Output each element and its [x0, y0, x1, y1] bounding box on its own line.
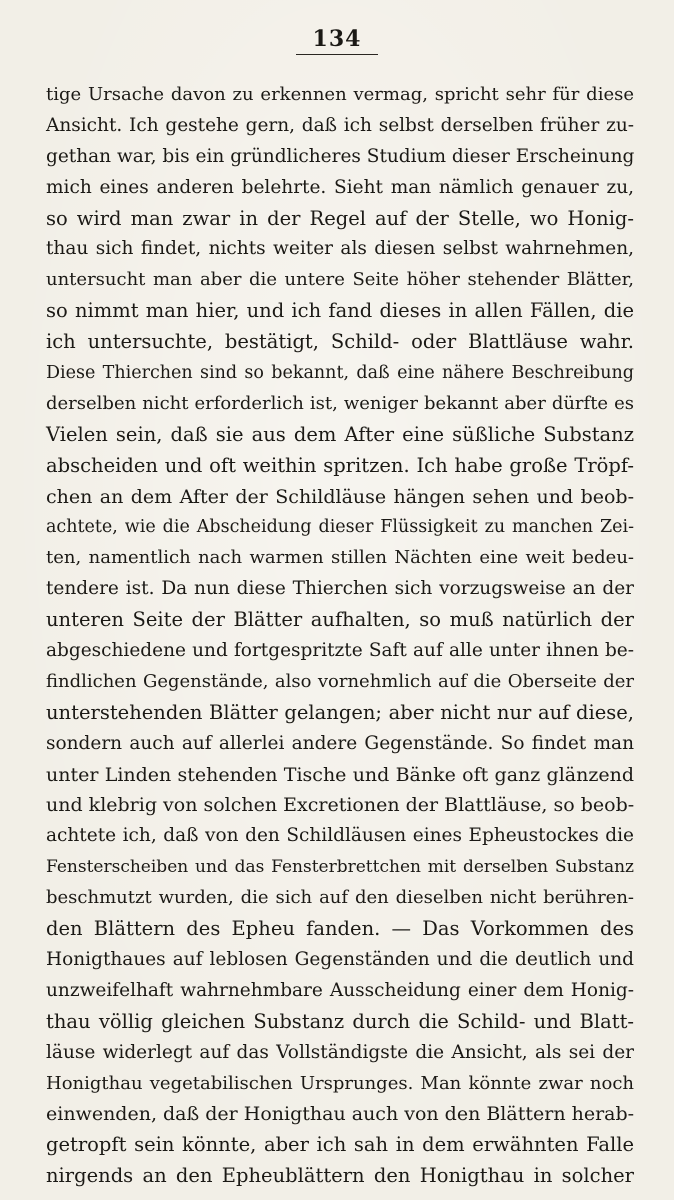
text-line: findlichen Gegenstände, also vornehmlich auf die Oberseite der	[46, 670, 634, 692]
text-line: chen an dem After der Schildläuse hängen sehen und beob-	[46, 485, 634, 508]
text-line: getropft sein könnte, aber ich sah in dem erwähnten Falle	[46, 1133, 634, 1157]
text-line: einwenden, daß der Honigthau auch von den Blättern herab-	[46, 1103, 635, 1126]
text-line: tige Ursache davon zu erkennen vermag, spricht sehr für diese	[46, 84, 634, 105]
text-line: abscheiden und oft weithin spritzen. Ich habe große Tröpf-	[46, 453, 634, 477]
text-line: thau sich findet, nichts weiter als diesen selbst wahrnehmen,	[46, 238, 634, 260]
body-text	[46, 80, 634, 1192]
text-line: ten, namentlich nach warmen stillen Nächten eine weit bedeu-	[46, 547, 634, 569]
text-line: derselben nicht erforderlich ist, weniger bekannt aber dürfte es	[46, 392, 634, 414]
text-line: unter Linden stehenden Tische und Bänke oft ganz glänzend	[46, 763, 634, 786]
text-line: tendere ist. Da nun diese Thierchen sich vorzugsweise an der	[46, 578, 634, 600]
text-line: sondern auch auf allerlei andere Gegenstände. So findet man	[46, 732, 634, 754]
page-number: 134	[312, 26, 362, 52]
text-line: so wird man zwar in der Regel auf der Stelle, wo Honig-	[46, 206, 634, 230]
text-line: thau völlig gleichen Substanz durch die Schild- und Blatt-	[46, 1009, 634, 1033]
text-line: achtete ich, daß von den Schildläusen eines Epheustockes die	[46, 825, 634, 847]
text-line: untersucht man aber die untere Seite höher stehender Blätter,	[46, 269, 634, 291]
text-line: und klebrig von solchen Excretionen der Blattläuse, so beob-	[46, 794, 635, 817]
text-line: Fensterscheiben und das Fensterbrettchen mit derselben Substanz	[46, 857, 634, 878]
text-line: unzweifelhaft wahrnehmbare Ausscheidung einer dem Honig-	[46, 979, 634, 1001]
text-line: mich eines anderen belehrte. Sieht man nämlich genauer zu,	[46, 176, 634, 198]
text-line: abgeschiedene und fortgespritzte Saft auf alle unter ihnen be-	[46, 640, 634, 662]
text-line: unterstehenden Blätter gelangen; aber nicht nur auf diese,	[46, 700, 634, 724]
page-number-rule	[296, 54, 378, 55]
text-line: unteren Seite der Blätter aufhalten, so muß natürlich der	[46, 608, 634, 632]
text-line: Vielen sein, daß sie aus dem After eine süßliche Substanz	[46, 422, 634, 446]
text-line: so nimmt man hier, und ich fand dieses in allen Fällen, die	[46, 299, 634, 323]
text-line: Ansicht. Ich gestehe gern, daß ich selbst derselben früher zu-	[46, 114, 634, 136]
text-line: gethan war, bis ein gründlicheres Studium dieser Erscheinung	[46, 145, 635, 167]
text-line: nirgends an den Epheublättern den Honigthau in solcher	[46, 1164, 634, 1188]
text-line: Diese Thierchen sind so bekannt, daß eine nähere Beschreibung	[46, 363, 634, 384]
text-line: läuse widerlegt auf das Vollständigste die Ansicht, als sei der	[46, 1041, 634, 1063]
text-line: achtete, wie die Abscheidung dieser Flüssigkeit zu manchen Zei-	[46, 517, 634, 538]
text-line: ich untersuchte, bestätigt, Schild- oder Blattläuse wahr.	[46, 330, 634, 354]
text-line: den Blättern des Epheu fanden. — Das Vorkommen des	[46, 917, 634, 941]
text-line: beschmutzt wurden, die sich auf den dieselben nicht berühren-	[46, 887, 634, 909]
text-line: Honigthaues auf leblosen Gegenständen und die deutlich und	[46, 948, 634, 970]
text-line: Honigthau vegetabilischen Ursprunges. Man könnte zwar noch	[46, 1072, 634, 1094]
